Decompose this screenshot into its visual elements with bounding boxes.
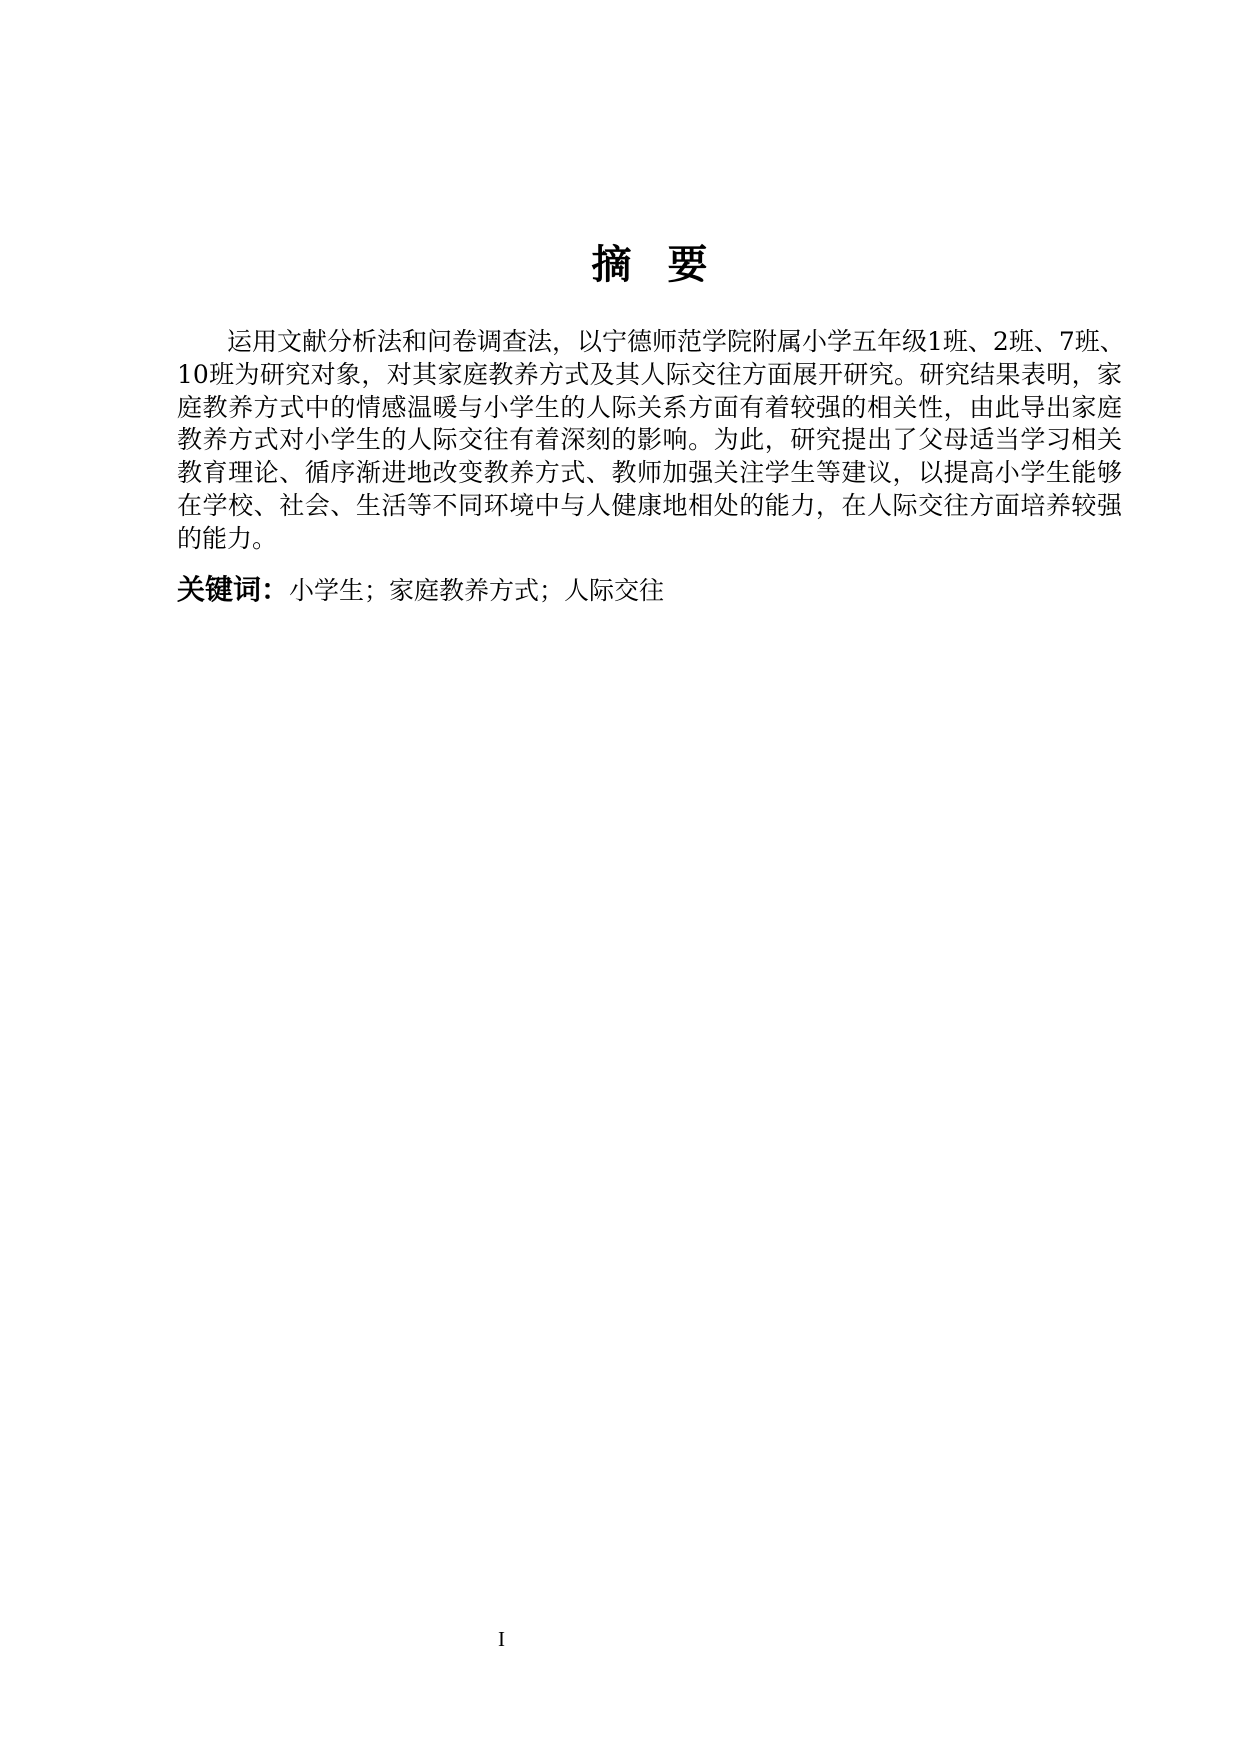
page-number: I xyxy=(498,1627,505,1651)
keywords-label: 关键词： xyxy=(177,573,290,606)
abstract-line: 教养方式对小学生的人际交往有着深刻的影响。为此，研究提出了父母适当学习相关 xyxy=(177,425,1122,455)
abstract-title: 摘 要 xyxy=(591,242,708,288)
keywords-values: 小学生；家庭教养方式；人际交往 xyxy=(289,576,665,605)
keywords-line xyxy=(177,573,1122,606)
abstract-line: 教育理论、循序渐进地改变教养方式、教师加强关注学生等建议，以提高小学生能够 xyxy=(177,458,1122,488)
abstract-line: 的能力。 xyxy=(177,523,278,553)
abstract-line: 在学校、社会、生活等不同环境中与人健康地相处的能力，在人际交往方面培养较强 xyxy=(177,490,1122,520)
abstract-line: 运用文献分析法和问卷调查法，以宁德师范学院附属小学五年级1班、2班、7班、 xyxy=(227,327,1125,356)
abstract-line: 庭教养方式中的情感温暖与小学生的人际关系方面有着较强的相关性，由此导出家庭 xyxy=(177,392,1122,422)
abstract-body xyxy=(177,326,1125,556)
abstract-line: 10班为研究对象，对其家庭教养方式及其人际交往方面展开研究。研究结果表明，家 xyxy=(177,359,1122,389)
